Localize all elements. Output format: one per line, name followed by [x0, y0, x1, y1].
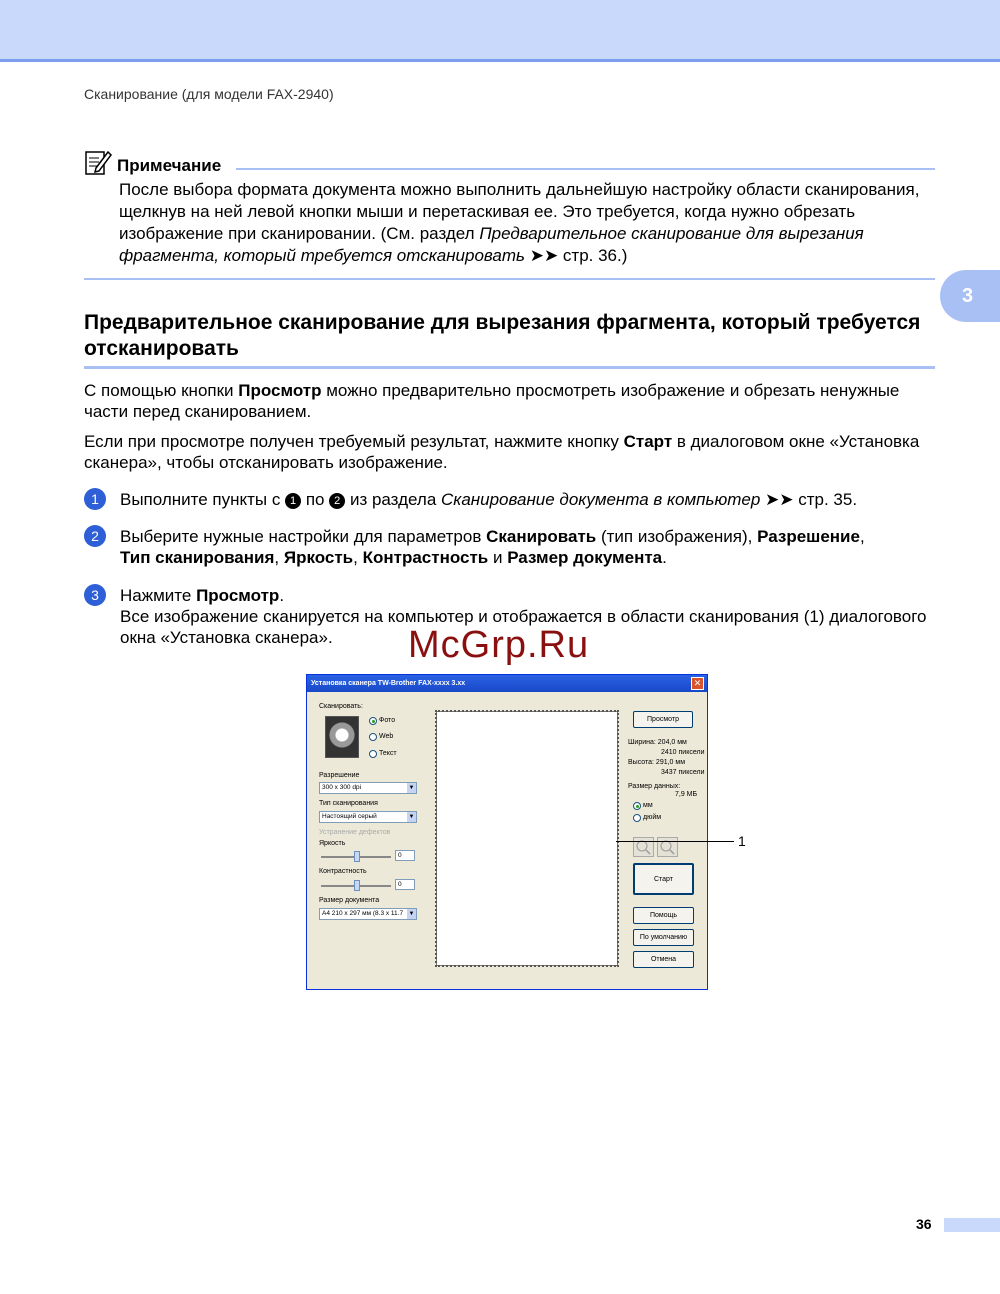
- para-text: можно предварительно просмотреть изображение и обрезать ненужные части перед сканированием.: [84, 381, 900, 421]
- callout-line: [616, 841, 734, 842]
- data-size-label: Размер данных:: [628, 783, 681, 790]
- radio-text[interactable]: [369, 750, 377, 758]
- step-ref-circle: 1: [285, 493, 301, 509]
- note-reference[interactable]: Предварительное сканирование для вырезания фрагмента, который требуется отсканировать: [119, 224, 864, 265]
- step-bold: Контрастность: [362, 548, 489, 567]
- para-text: в диалоговом окне «Установка сканера», чтобы отсканировать изображение.: [84, 432, 920, 472]
- step-text: Выполните пункты с: [120, 490, 286, 509]
- step-bold: Сканировать: [486, 527, 597, 546]
- section-rule: [84, 366, 935, 369]
- step-text: Нажмите: [120, 586, 197, 605]
- radio-mm[interactable]: [633, 802, 641, 810]
- para-text: Если при просмотре получен требуемый результат, нажмите кнопку: [84, 432, 624, 451]
- watermark: McGrp.Ru: [408, 624, 590, 666]
- callout-label: 1: [738, 833, 746, 849]
- note-page-ref: ➤➤ стр. 36.): [524, 246, 628, 265]
- height-label: Высота: 291,0 мм: [628, 759, 686, 766]
- step-reference[interactable]: Сканирование документа в компьютер: [441, 490, 761, 509]
- step-text: .: [279, 586, 285, 605]
- step-text: по: [301, 490, 330, 509]
- step-ref-circle: 2: [329, 493, 345, 509]
- scan-type-label: Тип сканирования: [319, 800, 378, 807]
- step-text: .: [662, 548, 667, 567]
- contrast-input[interactable]: 0: [395, 879, 415, 890]
- note-text: После выбора формата документа можно выполнить дальнейшую настройку области сканирования, щелкнув на ней левой кнопки мыши и перетаскивая ее. Это требуется, когда нужно обрезать изображение при сканировании. (См. раздел: [119, 180, 920, 243]
- step-text: ,: [859, 527, 865, 546]
- scan-type-thumbnail: [325, 716, 359, 758]
- doc-size-value: A4 210 x 297 мм (8.3 x 11.7: [322, 910, 404, 917]
- start-button[interactable]: Старт: [633, 863, 694, 895]
- default-button[interactable]: По умолчанию: [633, 929, 694, 946]
- step-bold: Яркость: [283, 548, 354, 567]
- scan-type-select[interactable]: [319, 811, 417, 823]
- step-number: 2: [84, 525, 106, 547]
- chevron-down-icon: ▼: [408, 911, 415, 917]
- height-pixels: 3437 пиксели: [661, 769, 705, 776]
- radio-inch[interactable]: [633, 814, 641, 822]
- step-number: 1: [84, 488, 106, 510]
- para-bold: Просмотр: [238, 381, 322, 400]
- step-page-ref: ➤➤ стр. 35.: [760, 490, 858, 509]
- resolution-value: 300 x 300 dpi: [322, 784, 362, 791]
- footer-band: [944, 1218, 1000, 1232]
- radio-web[interactable]: [369, 733, 377, 741]
- resolution-label: Разрешение: [319, 772, 360, 779]
- dialog-title: Установка сканера TW-Brother FAX-xxxx 3.xx: [307, 675, 707, 692]
- help-button[interactable]: Помощь: [633, 907, 694, 924]
- doc-size-label: Размер документа: [319, 897, 380, 904]
- radio-text-label: Текст: [379, 750, 397, 757]
- scan-type-value: Настоящий серый: [322, 813, 377, 820]
- note-pencil-icon: [84, 148, 112, 176]
- step-text: ,: [353, 548, 363, 567]
- section-title: Предварительное сканирование для вырезания фрагмента, который требуется отсканировать: [84, 311, 921, 360]
- paragraph-preview: [84, 380, 934, 422]
- radio-photo[interactable]: [369, 717, 377, 725]
- note-body: [119, 179, 939, 267]
- radio-mm-label: мм: [643, 802, 653, 809]
- note-rule: [236, 168, 935, 170]
- radio-web-label: Web: [379, 733, 394, 740]
- chevron-down-icon: ▼: [408, 785, 415, 791]
- paragraph-start: [84, 431, 934, 473]
- para-text: С помощью кнопки: [84, 381, 239, 400]
- note-title: Примечание: [117, 156, 222, 175]
- brightness-slider[interactable]: [354, 851, 360, 862]
- step-text: из раздела: [345, 490, 442, 509]
- step-bold: Просмотр: [196, 586, 280, 605]
- brightness-label: Яркость: [319, 840, 346, 847]
- step-bold: Размер документа: [507, 548, 663, 567]
- chevron-down-icon: ▼: [408, 814, 415, 820]
- close-icon[interactable]: ✕: [691, 677, 704, 690]
- width-label: Ширина: 204,0 мм: [628, 739, 687, 746]
- radio-inch-label: дюйм: [643, 814, 662, 821]
- scan-area[interactable]: [436, 711, 618, 966]
- step-bold: Тип сканирования: [120, 548, 275, 567]
- width-pixels: 2410 пиксели: [661, 749, 705, 756]
- step-bold: Разрешение: [757, 527, 860, 546]
- step-text: (тип изображения),: [596, 527, 758, 546]
- note-end-rule: [84, 278, 935, 280]
- step-text: ,: [274, 548, 284, 567]
- para-bold: Старт: [623, 432, 673, 451]
- preview-button[interactable]: Просмотр: [633, 711, 693, 728]
- descreen-checkbox-label[interactable]: Устранение дефектов: [319, 829, 391, 836]
- chapter-tab: 3: [940, 270, 1000, 322]
- resolution-select[interactable]: [319, 782, 417, 794]
- page-number: 36: [916, 1216, 932, 1232]
- doc-size-select[interactable]: [319, 908, 417, 920]
- brightness-input[interactable]: 0: [395, 850, 415, 861]
- running-header: Сканирование (для модели FAX-2940): [84, 86, 334, 102]
- scanner-setup-dialog: [306, 674, 708, 990]
- step-number: 3: [84, 584, 106, 606]
- step-text: Все изображение сканируется на компьютер и отображается в области сканирования (1) диалогового окна «Установка сканера».: [120, 607, 927, 647]
- step-1-text: [120, 489, 935, 510]
- scan-label: Сканировать:: [319, 703, 363, 710]
- data-size-value: 7,9 МБ: [675, 791, 698, 798]
- contrast-slider[interactable]: [354, 880, 360, 891]
- zoom-buttons: [633, 837, 679, 857]
- step-2-text: [120, 526, 935, 568]
- step-text: и: [488, 548, 508, 567]
- top-band: [0, 0, 1000, 62]
- radio-photo-label: Фото: [379, 717, 396, 724]
- cancel-button[interactable]: Отмена: [633, 951, 694, 968]
- step-text: Выберите нужные настройки для параметров: [120, 527, 487, 546]
- contrast-label: Контрастность: [319, 868, 367, 875]
